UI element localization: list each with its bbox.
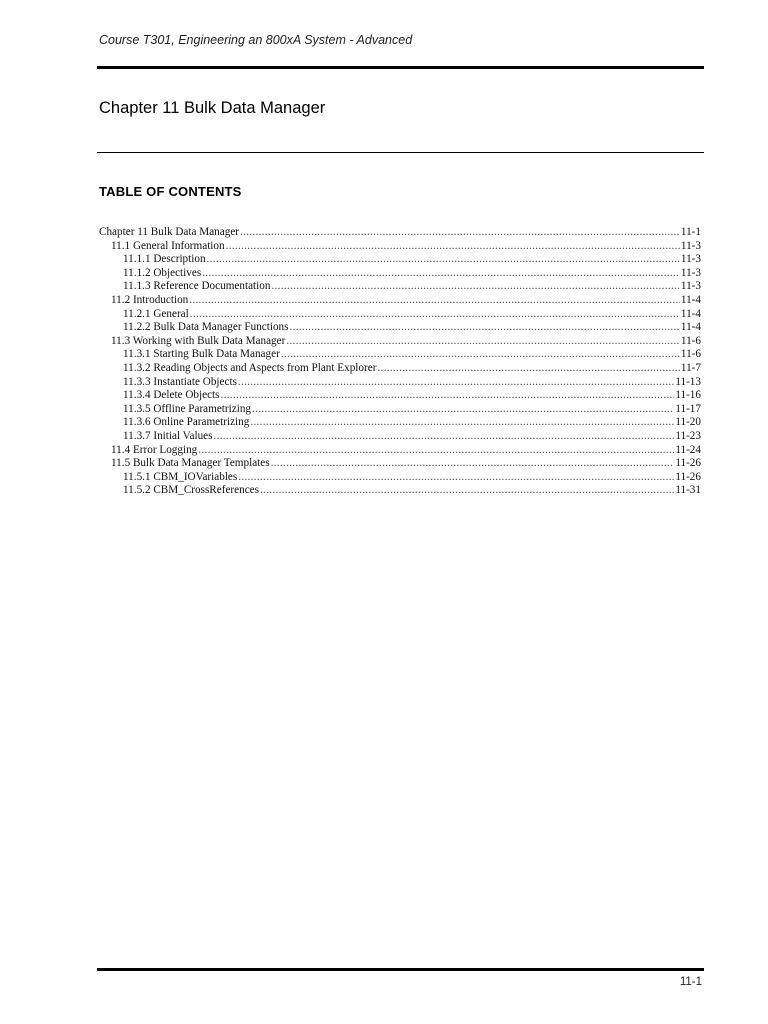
toc-entry-title: 11.3 Working with Bulk Data Manager — [111, 334, 286, 347]
toc-dot-leader — [290, 321, 680, 335]
toc-entry-page: 11-20 — [675, 416, 701, 429]
toc-dot-leader — [271, 457, 675, 471]
toc-dot-leader — [190, 308, 680, 322]
toc-entry-page: 11-16 — [675, 389, 701, 402]
toc-entry-title: 11.1.3 Reference Documentation — [123, 280, 271, 293]
page-number: 11-1 — [679, 976, 702, 988]
toc-entry[interactable] — [99, 471, 701, 485]
toc-entry-page: 11-3 — [680, 253, 701, 266]
toc-entry-page: 11-24 — [675, 443, 701, 456]
toc-entry[interactable] — [99, 321, 701, 335]
toc-dot-leader — [252, 403, 674, 417]
toc-dot-leader — [238, 471, 674, 485]
toc-dot-leader — [260, 484, 674, 498]
toc-entry[interactable] — [99, 294, 701, 308]
toc-entry-page: 11-4 — [680, 321, 701, 334]
toc-entry-page: 11-26 — [675, 470, 701, 483]
toc-entry-title: 11.2.2 Bulk Data Manager Functions — [123, 321, 289, 334]
toc-dot-leader — [207, 253, 680, 267]
toc-entry-page: 11-3 — [680, 280, 701, 293]
toc-entry[interactable] — [99, 403, 701, 417]
toc-entry[interactable] — [99, 240, 701, 254]
toc-entry[interactable] — [99, 444, 701, 458]
toc-dot-leader — [271, 280, 679, 294]
toc-entry[interactable] — [99, 389, 701, 403]
toc-entry[interactable] — [99, 253, 701, 267]
toc-dot-leader — [281, 348, 680, 362]
toc-entry-page: 11-4 — [680, 293, 701, 306]
toc-entry-title: 11.5 Bulk Data Manager Templates — [111, 457, 270, 470]
toc-entry[interactable] — [99, 335, 701, 349]
toc-entry-title: 11.1.2 Objectives — [123, 266, 202, 279]
toc-entry[interactable] — [99, 457, 701, 471]
toc-entry[interactable] — [99, 362, 701, 376]
toc-entry-title: 11.3.3 Instantiate Objects — [123, 375, 237, 388]
toc-entry[interactable] — [99, 484, 701, 498]
toc-entry[interactable] — [99, 376, 701, 390]
toc-dot-leader — [226, 240, 680, 254]
toc-entry-title: 11.1 General Information — [111, 239, 225, 252]
toc-dot-leader — [189, 294, 680, 308]
toc-dot-leader — [238, 376, 674, 390]
toc-entry-page: 11-1 — [680, 226, 701, 238]
toc-entry-title: 11.2 Introduction — [111, 293, 189, 306]
table-of-contents — [99, 226, 701, 498]
header-rule — [97, 66, 704, 69]
toc-dot-leader — [221, 389, 675, 403]
toc-entry-page: 11-23 — [675, 429, 701, 442]
toc-entry-page: 11-31 — [675, 484, 701, 497]
toc-dot-leader — [214, 430, 675, 444]
toc-entry-title: 11.3.4 Delete Objects — [123, 389, 220, 402]
toc-entry-title: 11.2.1 General — [123, 307, 189, 320]
toc-entry-title: 11.3.2 Reading Objects and Aspects from Plant Explorer — [123, 361, 377, 374]
toc-dot-leader — [377, 362, 679, 376]
toc-entry-page: 11-26 — [675, 457, 701, 470]
toc-entry-page: 11-4 — [680, 307, 701, 320]
toc-entry[interactable] — [99, 280, 701, 294]
toc-entry[interactable] — [99, 308, 701, 322]
toc-entry[interactable] — [99, 348, 701, 362]
toc-entry-title: 11.3.6 Online Parametrizing — [123, 416, 250, 429]
toc-entry-page: 11-17 — [675, 402, 701, 415]
course-title: Course T301, Engineering an 800xA System - Advanced — [99, 33, 413, 47]
toc-heading: TABLE OF CONTENTS — [99, 184, 242, 199]
toc-entry-page: 11-7 — [680, 361, 701, 374]
toc-entry-title: 11.3.7 Initial Values — [123, 429, 213, 442]
toc-dot-leader — [198, 444, 674, 458]
toc-dot-leader — [202, 267, 680, 281]
toc-entry-page: 11-13 — [675, 375, 701, 388]
toc-dot-leader — [286, 335, 680, 349]
toc-entry-page: 11-3 — [680, 239, 701, 252]
chapter-title: Chapter 11 Bulk Data Manager — [99, 99, 326, 117]
toc-entry-title: 11.3.1 Starting Bulk Data Manager — [123, 348, 280, 361]
toc-entry-title: 11.5.2 CBM_CrossReferences — [123, 484, 259, 497]
toc-entry-page: 11-6 — [680, 334, 701, 347]
toc-entry[interactable] — [99, 226, 701, 240]
title-rule — [97, 152, 704, 153]
toc-entry-page: 11-6 — [680, 348, 701, 361]
toc-entry-title: 11.1.1 Description — [123, 253, 206, 266]
toc-entry-page: 11-3 — [680, 266, 701, 279]
toc-entry[interactable] — [99, 430, 701, 444]
toc-entry[interactable] — [99, 267, 701, 281]
toc-entry-title: 11.5.1 CBM_IOVariables — [123, 470, 238, 483]
toc-entry[interactable] — [99, 416, 701, 430]
toc-dot-leader — [250, 416, 674, 430]
toc-entry-title: 11.3.5 Offline Parametrizing — [123, 402, 252, 415]
toc-entry-title: Chapter 11 Bulk Data Manager — [99, 226, 240, 238]
footer-rule — [97, 968, 704, 971]
toc-entry-title: 11.4 Error Logging — [111, 443, 198, 456]
toc-dot-leader — [240, 226, 680, 240]
